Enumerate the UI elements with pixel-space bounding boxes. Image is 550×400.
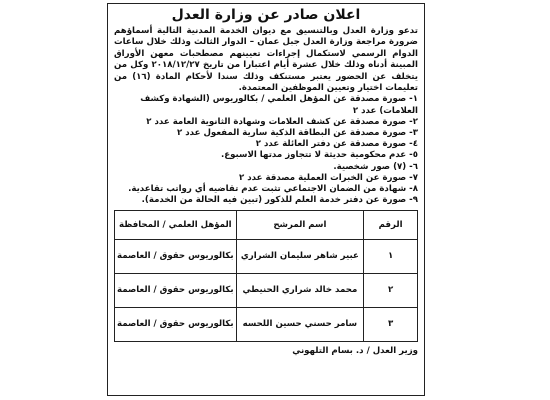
signature: وزير العدل / د. بسام التلهوني [292,346,418,357]
cell-qualification: بكالوريوس حقوق / العاصمة [115,274,237,308]
announcement [107,3,425,396]
cell-name: سامر حسني حسين اللحسه [236,308,364,342]
table-row [115,240,418,274]
cell-qualification: بكالوريوس حقوق / العاصمة [115,308,237,342]
document-item: ٥- عدم محكومية حديثة لا تتجاوز مدتها الاسبوع. [220,150,418,161]
announcement-intro: تدعو وزارة العدل وبالتنسيق مع ديوان الخدمة المدنية التالية أسماؤهم ضرورة مراجعة وزارة العدل جبل عمان – الدوار الثالث وذلك خلال ساعات الدوام الرسمي لاستكمال إجراءات تعيينهم مصطحبات معهن الأوراق المبينة أدناه وذلك خلال عشرة أيام اعتبارا من تاريخ ٢٠١٨/١٢/٢٧ وكل من يتخلف عن الحضور يعتبر مستنكف وذلك سندا لأحكام المادة (١٦) من تعليمات اختيار وتعيين الموظفين المعتمدة. [114,26,418,94]
table-row [115,308,418,342]
table-header-row [115,211,418,240]
document-item: ١- صورة مصدقة عن المؤهل العلمي / بكالوريوس (الشهادة وكشف العلامات) عدد ٢ [140,94,418,116]
table-row [115,274,418,308]
cell-number: ٣ [364,308,418,342]
header-number: الرقم [364,211,418,240]
header-qualification: المؤهل العلمي / المحافظة [115,211,237,240]
cell-number: ٢ [364,274,418,308]
document-item: ٩- صورة عن دفتر خدمة العلم للذكور (تبين فيه الحالة من الخدمة). [141,195,418,206]
document-item: ٣- صورة مصدقة عن البطاقة الذكية سارية المفعول عدد ٢ [177,128,418,139]
document-item: ٢- صورة مصدقة عن كشف العلامات وشهادة الثانوية العامة عدد ٢ [146,116,418,127]
document-item: ٦- (٧) صور شخصية. [333,161,418,172]
document-item: ٤- صورة مصدقة عن دفتر العائلة عدد ٢ [255,139,418,150]
cell-qualification: بكالوريوس حقوق / العاصمة [115,240,237,274]
header-name: اسم المرشح [236,211,364,240]
cell-number: ١ [364,240,418,274]
required-documents-list [114,94,418,206]
candidates-table [114,210,418,342]
announcement-title: اعلان صادر عن وزارة العدل [171,7,361,23]
cell-name: عبير شاهر سليمان الشراري [236,240,364,274]
cell-name: محمد خالد شراري الحنيطي [236,274,364,308]
document-item: ٨- شهادة من الضمان الاجتماعي تثبت عدم تقاضيه أي رواتب تقاعدية. [128,184,418,195]
document-item: ٧- صورة عن الخبرات العملية مصدقة عدد ٢ [239,172,418,183]
